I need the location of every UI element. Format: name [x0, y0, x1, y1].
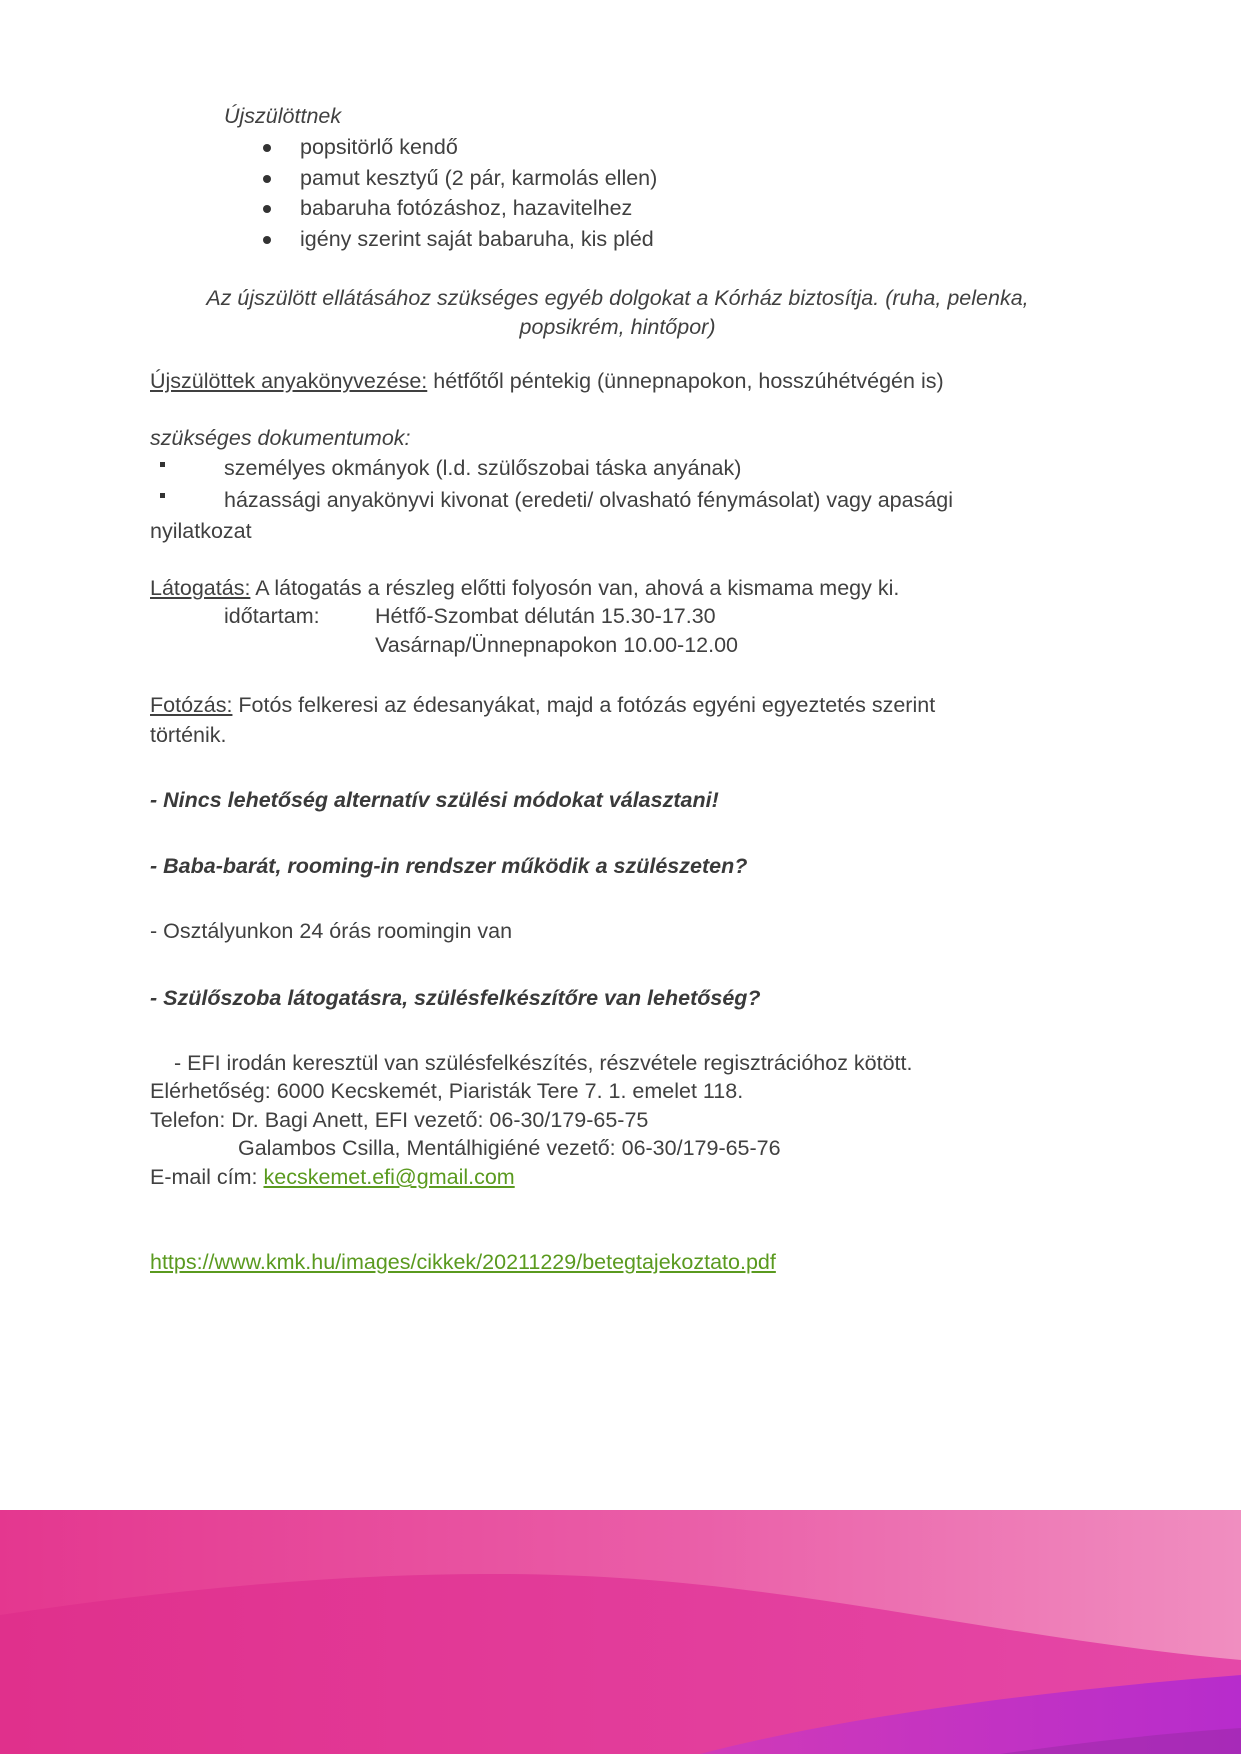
documents-heading: szükséges dokumentumok: [150, 426, 411, 450]
source-link-line [150, 1252, 776, 1274]
list-item: popsitörlő kendő [300, 135, 458, 159]
bullet-icon [263, 175, 271, 183]
list-item: pamut kesztyű (2 pár, karmolás ellen) [300, 166, 658, 190]
document-item: személyes okmányok (l.d. szülőszobai táska anyának) [224, 456, 742, 480]
registration-text: hétfőtől péntekig (ünnepnapokon, hosszúhétvégén is) [427, 369, 944, 393]
source-pdf-link[interactable]: https://www.kmk.hu/images/cikkek/20211229/betegtajekoztato.pdf [150, 1250, 776, 1274]
visiting-weekday: Hétfő-Szombat délután 15.30-17.30 [375, 604, 716, 628]
list-item: babaruha fotózáshoz, hazavitelhez [300, 196, 633, 220]
newborn-heading: Újszülöttnek [224, 104, 342, 128]
faq-rooming-in-question: - Baba-barát, rooming-in rendszer működik a szülészeten? [150, 854, 748, 878]
visiting-label: Látogatás: [150, 576, 251, 600]
square-bullet-icon [160, 462, 165, 467]
contact-email-line [150, 1167, 515, 1189]
registration-line [150, 371, 944, 393]
efi-info: - EFI irodán keresztül van szülésfelkészítés, részvétele regisztrációhoz kötött. [174, 1051, 913, 1075]
hospital-note: Az újszülött ellátásához szükséges egyéb dolgokat a Kórház biztosítja. (ruha, pelenka, popsikrém, hintőpor) [206, 286, 1029, 339]
photo-line [150, 695, 935, 717]
photo-label: Fotózás: [150, 693, 233, 717]
contact-phone-1: Telefon: Dr. Bagi Anett, EFI vezető: 06-30/179-65-75 [150, 1108, 649, 1132]
faq-delivery-room-question: - Szülőszoba látogatásra, szülésfelkészítőre van lehetőség? [150, 986, 761, 1010]
visiting-duration-label: időtartam: [224, 604, 320, 628]
visiting-line [150, 578, 899, 600]
photo-text: Fotós felkeresi az édesanyákat, majd a fotózás egyéni egyeztetés szerint [232, 693, 936, 717]
contact-phone-2: Galambos Csilla, Mentálhigiéné vezető: 06-30/179-65-76 [238, 1136, 781, 1160]
visiting-weekend: Vasárnap/Ünnepnapokon 10.00-12.00 [375, 633, 739, 657]
bullet-icon [263, 144, 271, 152]
bullet-icon [263, 205, 271, 213]
visiting-text: A látogatás a részleg előtti folyosón van, ahová a kismama megy ki. [250, 576, 900, 600]
faq-alternative-birth: - Nincs lehetőség alternatív szülési módokat választani! [150, 788, 719, 812]
registration-label: Újszülöttek anyakönyvezése: [150, 369, 428, 393]
document-item: házassági anyakönyvi kivonat (eredeti/ olvasható fénymásolat) vagy apasági [224, 488, 954, 512]
photo-text-continued: történik. [150, 723, 227, 747]
square-bullet-icon [160, 493, 165, 498]
bullet-icon [263, 236, 271, 244]
document-item-continued: nyilatkozat [150, 519, 252, 543]
list-item: igény szerint saját babaruha, kis pléd [300, 227, 654, 251]
contact-address: Elérhetőség: 6000 Kecskemét, Piaristák Tere 7. 1. emelet 118. [150, 1079, 744, 1103]
footer-wave-decoration [0, 1510, 1241, 1754]
email-link[interactable]: kecskemet.efi@gmail.com [263, 1165, 515, 1189]
email-label: E-mail cím: [150, 1165, 264, 1189]
faq-rooming-in-answer: - Osztályunkon 24 órás roomingin van [150, 919, 513, 943]
